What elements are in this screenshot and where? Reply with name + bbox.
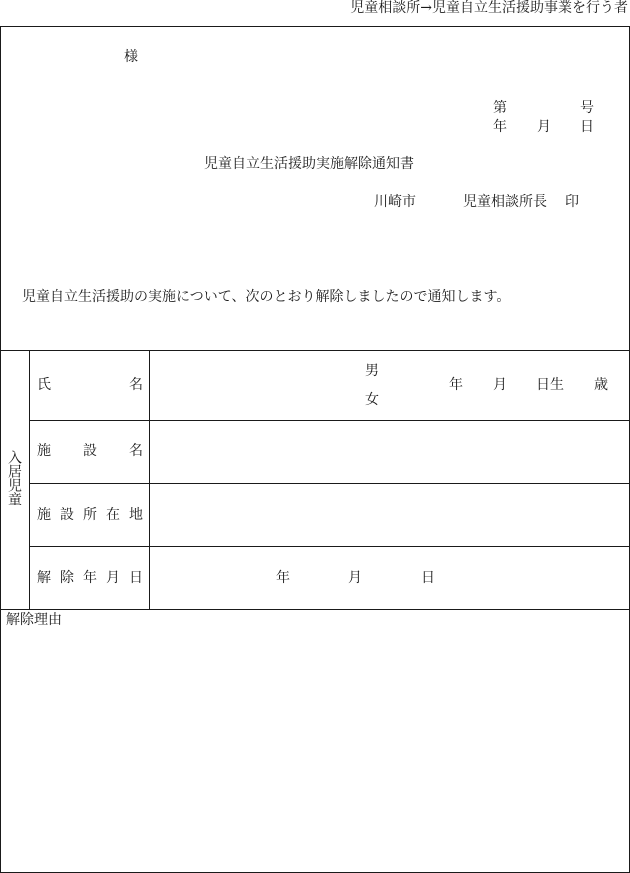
table-label-divider: [29, 350, 30, 610]
issuer-office: 児童相談所長: [463, 194, 547, 210]
document-title: 児童自立生活援助実施解除通知書: [204, 156, 414, 172]
facility-address-c4: 在: [106, 507, 120, 523]
facility-name-c1: 施: [37, 443, 51, 459]
name-label-b: 名: [129, 377, 143, 393]
header-note: 児童相談所→児童自立生活援助事業を行う者: [350, 0, 628, 16]
release-year: 年: [276, 570, 290, 586]
birth-year: 年: [449, 377, 463, 393]
table-bottom: [0, 609, 630, 610]
sex-female: 女: [365, 392, 379, 408]
facility-address-c1: 施: [37, 507, 51, 523]
reason-label: 解除理由: [6, 612, 62, 628]
body-text: 児童自立生活援助の実施について、次のとおり解除しましたので通知します。: [22, 289, 511, 305]
table-col-divider: [149, 350, 150, 610]
release-date-c4: 月: [106, 570, 120, 586]
date-day: 日: [580, 119, 594, 135]
release-month: 月: [348, 570, 362, 586]
sex-male: 男: [365, 363, 379, 379]
issuer-seal: 印: [565, 194, 579, 210]
facility-address-c3: 所: [83, 507, 97, 523]
release-day: 日: [421, 570, 435, 586]
frame-top: [0, 26, 630, 27]
issuer-city: 川崎市: [374, 194, 416, 210]
birth-day: 日生: [536, 377, 564, 393]
row-divider-2: [29, 483, 630, 484]
date-month: 月: [537, 119, 551, 135]
doc-number-prefix: 第: [493, 100, 507, 116]
frame-left: [0, 26, 1, 873]
row-divider-1: [29, 420, 630, 421]
facility-address-c2: 設: [60, 507, 74, 523]
birth-month: 月: [493, 377, 507, 393]
date-year: 年: [493, 119, 507, 135]
facility-address-c5: 地: [129, 507, 143, 523]
section-label: 入居児童: [6, 450, 22, 506]
release-date-c3: 年: [83, 570, 97, 586]
release-date-c5: 日: [129, 570, 143, 586]
release-date-c1: 解: [37, 570, 51, 586]
table-top: [0, 350, 630, 351]
addressee-suffix: 様: [124, 49, 138, 65]
facility-name-c3: 名: [129, 443, 143, 459]
row-divider-3: [29, 546, 630, 547]
facility-name-c2: 設: [83, 443, 97, 459]
release-date-c2: 除: [60, 570, 74, 586]
age: 歳: [594, 377, 608, 393]
doc-number-suffix: 号: [580, 100, 594, 116]
name-label-a: 氏: [37, 377, 51, 393]
